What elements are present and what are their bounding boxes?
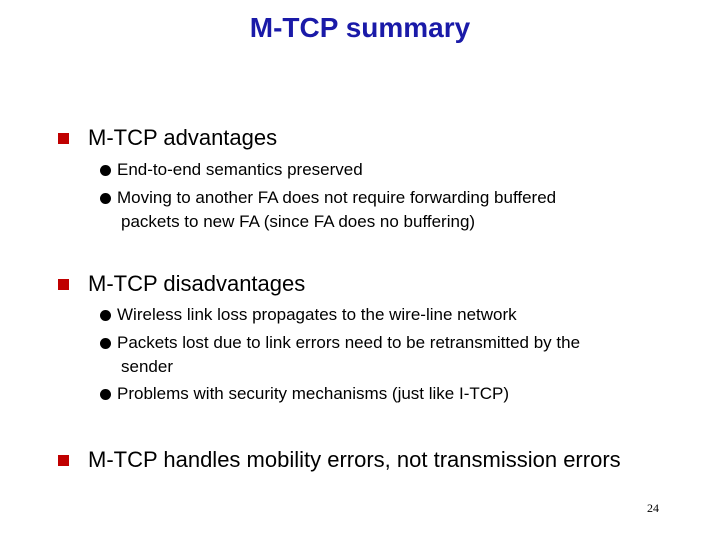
bullet-item (100, 333, 580, 353)
round-bullet-icon (100, 310, 111, 321)
bullet-item (100, 305, 517, 325)
bullet-text: Wireless link loss propagates to the wire-line network (117, 305, 517, 324)
heading-text: M-TCP advantages (88, 125, 278, 150)
bullet-text: Moving to another FA does not require forwarding buffered (117, 188, 557, 207)
bullet-continuation: sender (121, 357, 173, 376)
bullet-text: Packets lost due to link errors need to be retransmitted by the (117, 333, 581, 352)
bullet-text: End-to-end semantics preserved (117, 160, 363, 179)
bullet-text: Problems with security mechanisms (just like I-TCP) (117, 384, 510, 403)
round-bullet-icon (100, 193, 111, 204)
bullet-item (100, 384, 509, 404)
bullet-item (100, 188, 556, 208)
square-bullet-icon (58, 133, 69, 144)
square-bullet-icon (58, 279, 69, 290)
heading-text: M-TCP disadvantages (88, 271, 306, 296)
round-bullet-icon (100, 165, 111, 176)
round-bullet-icon (100, 338, 111, 349)
page-number: 24 (647, 501, 659, 515)
heading-text: M-TCP handles mobility errors, not transmission errors (88, 447, 621, 472)
round-bullet-icon (100, 389, 111, 400)
bullet-continuation: packets to new FA (since FA does no buffering) (121, 212, 476, 231)
slide-title: M-TCP summary (249, 12, 471, 43)
bullet-item (100, 160, 363, 180)
square-bullet-icon (58, 455, 69, 466)
